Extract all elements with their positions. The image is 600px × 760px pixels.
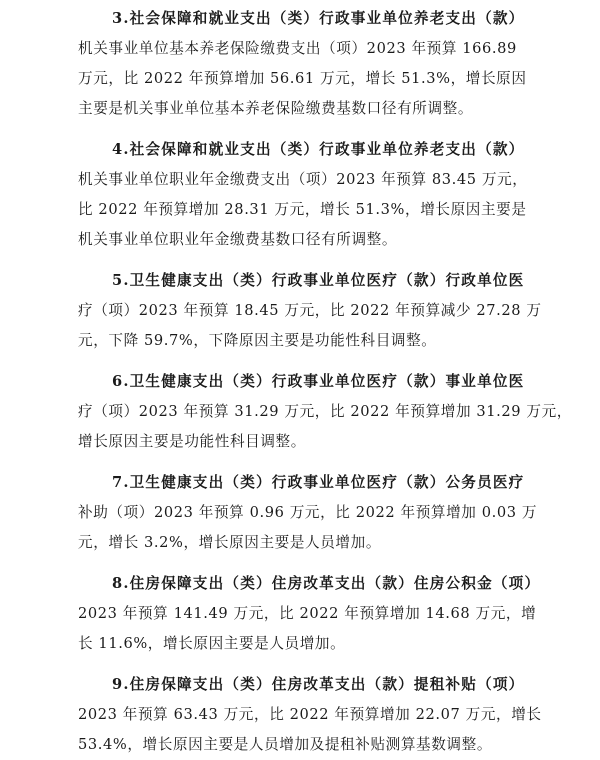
item-heading: 9.住房保障支出（类）住房改革支出（款）提租补贴（项） [112, 676, 525, 693]
item-heading: 3.社会保障和就业支出（类）行政事业单位养老支出（款） [112, 10, 525, 27]
item-body-line: 元，增长 3.2%，增长原因主要是人员增加。 [78, 534, 382, 551]
item-body-line: 主要是机关事业单位基本养老保险缴费基数口径有所调整。 [78, 100, 474, 117]
item-heading-line [78, 569, 562, 599]
budget-item-7 [78, 468, 562, 558]
item-heading: 7.卫生健康支出（类）行政事业单位医疗（款）公务员医疗 [112, 474, 525, 491]
item-body-line: 万元，比 2022 年预算增加 56.61 万元，增长 51.3%，增长原因 [78, 70, 527, 87]
item-heading: 8.住房保障支出（类）住房改革支出（款）住房公积金（项） [112, 575, 541, 592]
budget-item-9 [78, 670, 562, 760]
item-heading-line [78, 135, 562, 165]
item-heading-line [78, 266, 562, 296]
item-body-line: 机关事业单位基本养老保险缴费支出（项）2023 年预算 166.89 [78, 40, 517, 57]
item-heading-line [78, 670, 562, 700]
item-body-line: 补助（项）2023 年预算 0.96 万元，比 2022 年预算增加 0.03 万 [78, 504, 538, 521]
item-heading: 5.卫生健康支出（类）行政事业单位医疗（款）行政单位医 [112, 272, 525, 289]
item-body-line: 2023 年预算 63.43 万元，比 2022 年预算增加 22.07 万元，增长 [78, 706, 542, 723]
budget-item-6 [78, 367, 572, 457]
budget-item-5 [78, 266, 562, 356]
item-heading: 4.社会保障和就业支出（类）行政事业单位养老支出（款） [112, 141, 525, 158]
item-body-line: 元，下降 59.7%，下降原因主要是功能性科目调整。 [78, 332, 437, 349]
item-heading-line [78, 4, 562, 34]
item-heading-line [78, 367, 562, 397]
budget-item-8 [78, 569, 562, 659]
budget-item-3 [78, 4, 562, 124]
item-heading: 6.卫生健康支出（类）行政事业单位医疗（款）事业单位医 [112, 373, 525, 390]
item-body-line: 疗（项）2023 年预算 31.29 万元，比 2022 年预算增加 31.29 万元， [78, 403, 572, 420]
item-heading-line [78, 468, 562, 498]
item-body-line: 机关事业单位职业年金缴费基数口径有所调整。 [78, 231, 398, 248]
item-body-line: 机关事业单位职业年金缴费支出（项）2023 年预算 83.45 万元， [78, 171, 528, 188]
budget-item-4 [78, 135, 562, 255]
item-body-line: 长 11.6%，增长原因主要是人员增加。 [78, 635, 346, 652]
item-body-line: 增长原因主要是功能性科目调整。 [78, 433, 306, 450]
item-body-line: 53.4%，增长原因主要是人员增加及提租补贴测算基数调整。 [78, 736, 493, 753]
item-body-line: 2023 年预算 141.49 万元，比 2022 年预算增加 14.68 万元，增 [78, 605, 537, 622]
item-body-line: 疗（项）2023 年预算 18.45 万元，比 2022 年预算减少 27.28 万 [78, 302, 542, 319]
item-body-line: 比 2022 年预算增加 28.31 万元，增长 51.3%，增长原因主要是 [78, 201, 527, 218]
